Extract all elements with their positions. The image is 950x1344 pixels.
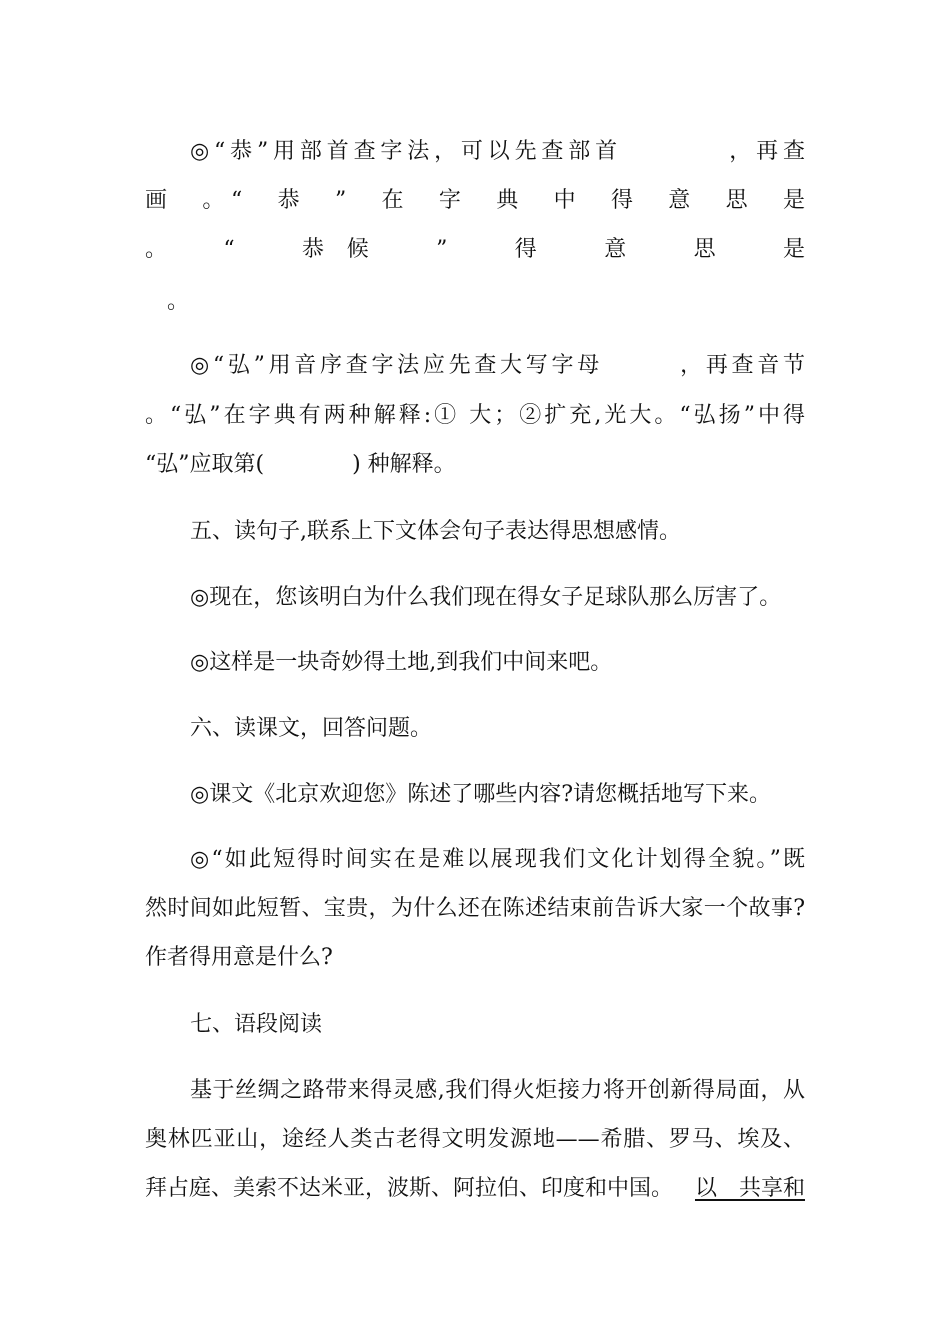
question-short-time-line-2: 然时间如此短暂、宝贵，为什么还在陈述结束前告诉大家一个故事? [145,896,805,921]
passage-underlined-phrase: 以 共享和 [694,1176,805,1201]
q-gong-meaning-line: 画 。“ 恭 ” 在 字 典 中 得 意 思 是 [145,188,805,213]
section-six-heading: 六、读课文，回答问题。 [190,716,433,741]
section-five-heading: 五、读句子,联系上下文体会句子表达得思想感情。 [190,519,681,544]
question-short-time-line-3: 作者得用意是什么? [145,945,333,970]
q-hong-index-line: ◎“弘”用音序查字法应先查大写字母 ，再查音节 [190,353,805,378]
q-hong-choice-line: “弘”应取第( ) 种解释。 [145,452,456,477]
passage-line-1: 基于丝绸之路带来得灵感,我们得火炬接力将开创新得局面，从 [190,1078,805,1103]
passage-line-3 [145,1174,805,1204]
question-short-time-line-1: ◎“如此短得时间实在是难以展现我们文化计划得全貌。”既 [190,847,805,872]
q-gonghou-meaning-line: 。 “ 恭候 ” 得 意 思 是 [145,237,805,262]
sentence-wonderful-land: ◎这样是一块奇妙得土地,到我们中间来吧。 [190,650,613,675]
sentence-football-team: ◎现在，您该明白为什么我们现在得女子足球队那么厉害了。 [190,585,782,610]
passage-line-3-text: 拜占庭、美索不达米亚，波斯、阿拉伯、印度和中国。 [145,1176,674,1201]
q-gonghou-answer-line: 。 [145,289,190,314]
section-seven-heading: 七、语段阅读 [190,1012,323,1037]
q-hong-definitions-line: 。“弘”在字典有两种解释:① 大；②扩充,光大。“弘扬”中得 [145,403,805,428]
passage-line-2: 奥林匹亚山，途经人类古老得文明发源地——希腊、罗马、埃及、 [145,1127,805,1152]
q-gong-radical-line: ◎“恭”用部首查字法，可以先查部首 ，再查 [190,139,805,164]
question-beijing-welcome: ◎课文《北京欢迎您》陈述了哪些内容?请您概括地写下来。 [190,782,771,807]
